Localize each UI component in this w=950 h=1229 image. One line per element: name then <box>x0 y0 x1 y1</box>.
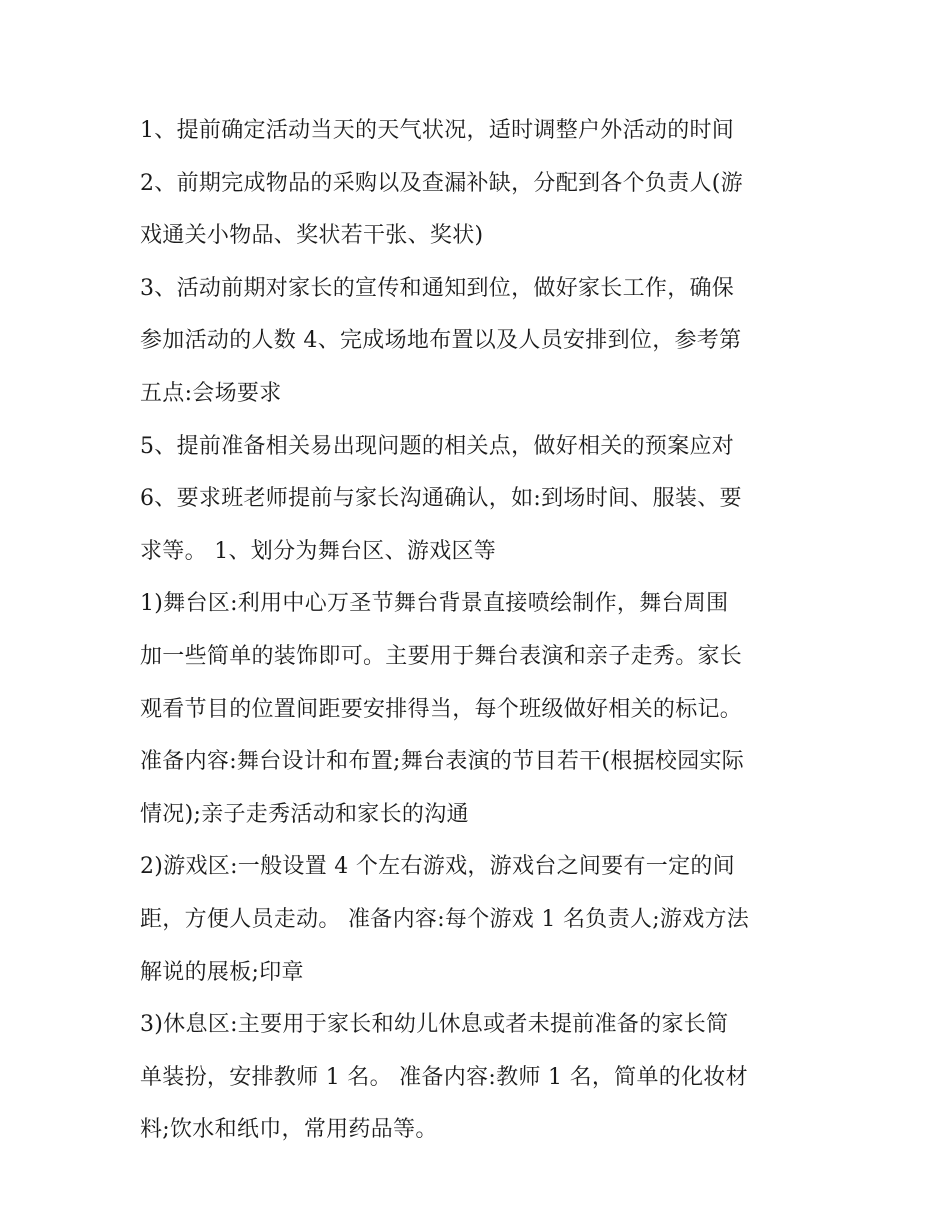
text-line: 5、提前准备相关易出现问题的相关点，做好相关的预案应对 <box>140 433 735 459</box>
text-line: 2、前期完成物品的采购以及查漏补缺，分配到各个负责人(游 <box>140 170 743 196</box>
text-line: 观看节目的位置间距要安排得当，每个班级做好相关的标记。 <box>140 696 743 722</box>
text-line: 3)休息区:主要用于家长和幼儿休息或者未提前准备的家长简 <box>140 1012 729 1038</box>
text-line: 2)游戏区:一般设置 4 个左右游戏，游戏台之间要有一定的间 <box>140 854 735 880</box>
text-line: 准备内容:舞台设计和布置;舞台表演的节目若干(根据校园实际 <box>140 749 745 775</box>
text-line: 距，方便人员走动。 准备内容:每个游戏 1 名负责人;游戏方法 <box>140 906 750 932</box>
text-line: 加一些简单的装饰即可。主要用于舞台表演和亲子走秀。家长 <box>140 643 743 669</box>
text-line: 料;饮水和纸巾，常用药品等。 <box>140 1117 438 1143</box>
document-body <box>140 105 820 1157</box>
text-line: 单装扮，安排教师 1 名。 准备内容:教师 1 名，简单的化妆材 <box>140 1064 748 1090</box>
text-line: 1、提前确定活动当天的天气状况，适时调整户外活动的时间 <box>140 118 735 143</box>
text-line: 3、活动前期对家长的宣传和通知到位，做好家长工作，确保 <box>140 275 735 301</box>
text-line: 求等。 1、划分为舞台区、游戏区等 <box>140 538 497 564</box>
text-line: 戏通关小物品、奖状若干张、奖状) <box>140 223 484 249</box>
text-line: 参加活动的人数 4、完成场地布置以及人员安排到位，参考第 <box>140 328 742 354</box>
text-line: 6、要求班老师提前与家长沟通确认，如:到场时间、服装、要 <box>140 486 742 512</box>
text-line: 解说的展板;印章 <box>140 959 304 985</box>
text-line: 情况);亲子走秀活动和家长的沟通 <box>140 801 469 827</box>
text-line: 1)舞台区:利用中心万圣节舞台背景直接喷绘制作，舞台周围 <box>140 591 729 617</box>
text-line: 五点:会场要求 <box>140 380 282 406</box>
